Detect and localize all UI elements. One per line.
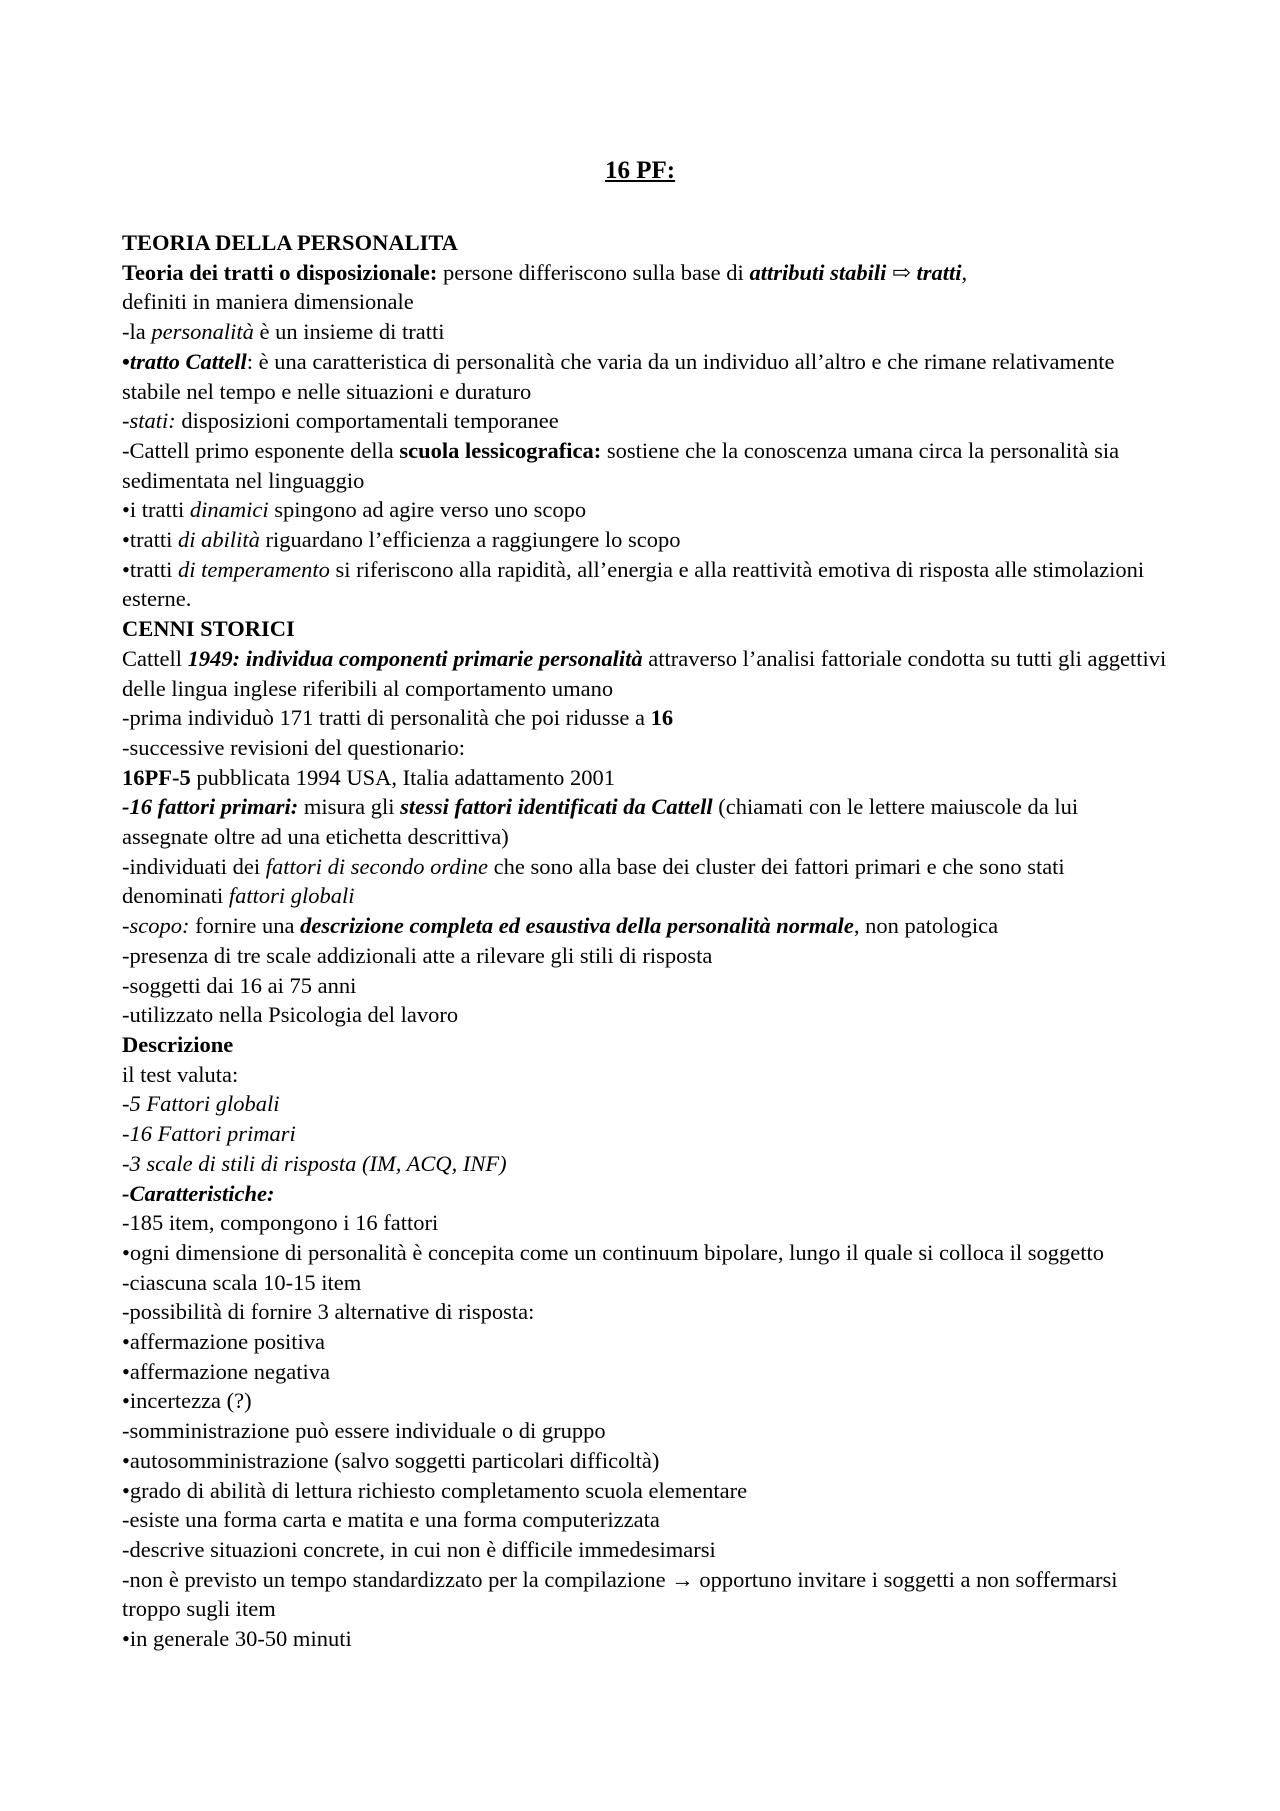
- list-item-personalita: -la personalità è un insieme di tratti: [122, 319, 445, 345]
- paragraph-teoria-definiti: definiti in maniera dimensionale: [122, 289, 414, 315]
- list-item-fattori-globali: -5 Fattori globali: [122, 1091, 280, 1117]
- list-item-test-valuta: il test valuta:: [122, 1061, 239, 1087]
- list-item-fattori-primari: -16 fattori primari: misura gli stessi fattori identificati da Cattell (chiamati con le lettere maiuscole da lui assegnate oltre ad una etichetta descrittiva): [122, 794, 1079, 850]
- section-heading-descrizione: Descrizione: [122, 1031, 234, 1057]
- list-item-185-item: -185 item, compongono i 16 fattori: [122, 1210, 439, 1236]
- section-heading-cenni: CENNI STORICI: [122, 616, 295, 642]
- list-item-stati: -stati: disposizioni comportamentali temporanee: [122, 408, 559, 434]
- list-item-positiva: •affermazione positiva: [122, 1329, 326, 1355]
- document-title: 16 PF:: [604, 157, 676, 184]
- list-item-negativa: •affermazione negativa: [122, 1358, 330, 1384]
- list-item-caratteristiche: -Caratteristiche:: [122, 1180, 275, 1206]
- list-item-tratti-dinamici: •i tratti dinamici spingono ad agire verso uno scopo: [122, 497, 587, 523]
- list-item-revisioni: -successive revisioni del questionario:: [122, 734, 466, 760]
- list-item-tratti-abilita: •tratti di abilità riguardano l’efficienza a raggiungere lo scopo: [122, 527, 681, 553]
- list-item-171-tratti: -prima individuò 171 tratti di personalità che poi ridusse a 16: [122, 705, 674, 731]
- list-item-situazioni: -descrive situazioni concrete, in cui non è difficile immedesimarsi: [122, 1536, 716, 1562]
- list-item-16-fattori: -16 Fattori primari: [122, 1121, 296, 1147]
- list-item-tratti-temperamento: •tratti di temperamento si riferiscono alla rapidità, all’energia e alla reattività emotiva di risposta alle stimolazioni esterne.: [122, 556, 1145, 612]
- list-item-ciascuna-scala: -ciascuna scala 10-15 item: [122, 1269, 362, 1295]
- list-item-secondo-ordine: -individuati dei fattori di secondo ordine che sono alla base dei cluster dei fattori primari e che sono stati denominati fattori globali: [122, 853, 1065, 909]
- list-item-soggetti-eta: -soggetti dai 16 ai 75 anni: [122, 972, 357, 998]
- list-item-forma: -esiste una forma carta e matita e una forma computerizzata: [122, 1507, 660, 1533]
- list-item-autosomministrazione: •autosomministrazione (salvo soggetti particolari difficoltà): [122, 1447, 660, 1473]
- list-item-stili-risposta: -3 scale di stili di risposta (IM, ACQ, INF): [122, 1150, 507, 1176]
- list-item-16pf5: 16PF-5 pubblicata 1994 USA, Italia adattamento 2001: [122, 764, 616, 790]
- document-body: [122, 228, 1167, 1654]
- list-item-incertezza: •incertezza (?): [122, 1388, 252, 1414]
- list-item-tratto-cattell: •tratto Cattell: è una caratteristica di personalità che varia da un individuo all’altro e che rimane relativamente stabile nel tempo e nelle situazioni e duraturo: [122, 348, 1115, 404]
- arrow-icon: ⇨: [886, 259, 917, 285]
- list-item-alternative: -possibilità di fornire 3 alternative di risposta:: [122, 1299, 535, 1325]
- list-item-psicologia-lavoro: -utilizzato nella Psicologia del lavoro: [122, 1002, 459, 1028]
- paragraph-cattell-1949: Cattell 1949: individua componenti primarie personalità attraverso l’analisi fattoriale condotta su tutti gli aggettivi delle lingua inglese riferibili al comportamento umano: [122, 645, 1167, 701]
- list-item-somministrazione: -somministrazione può essere individuale o di gruppo: [122, 1418, 606, 1444]
- list-item-scale-addizionali: -presenza di tre scale addizionali atte a rilevare gli stili di risposta: [122, 942, 713, 968]
- paragraph-teoria-tratti: Teoria dei tratti o disposizionale: persone differiscono sulla base di attributi stabili ⇨ tratti,: [122, 259, 968, 285]
- list-item-continuum: •ogni dimensione di personalità è concepita come un continuum bipolare, lungo il quale si colloca il soggetto: [122, 1239, 1105, 1265]
- list-item-scopo: -scopo: fornire una descrizione completa ed esaustiva della personalità normale, non patologica: [122, 913, 999, 939]
- list-item-tempo: -non è previsto un tempo standardizzato per la compilazione → opportuno invitare i soggetti a non soffermarsi troppo sugli item: [122, 1566, 1118, 1622]
- arrow-right-icon: →: [671, 1566, 694, 1592]
- list-item-scuola-lessicografica: -Cattell primo esponente della scuola lessicografica: sostiene che la conoscenza umana circa la personalità sia sedimentata nel linguaggio: [122, 437, 1120, 493]
- section-heading-teoria: TEORIA DELLA PERSONALITA: [122, 230, 458, 255]
- list-item-abilita-lettura: •grado di abilità di lettura richiesto completamento scuola elementare: [122, 1477, 748, 1503]
- list-item-minuti: •in generale 30-50 minuti: [122, 1626, 352, 1652]
